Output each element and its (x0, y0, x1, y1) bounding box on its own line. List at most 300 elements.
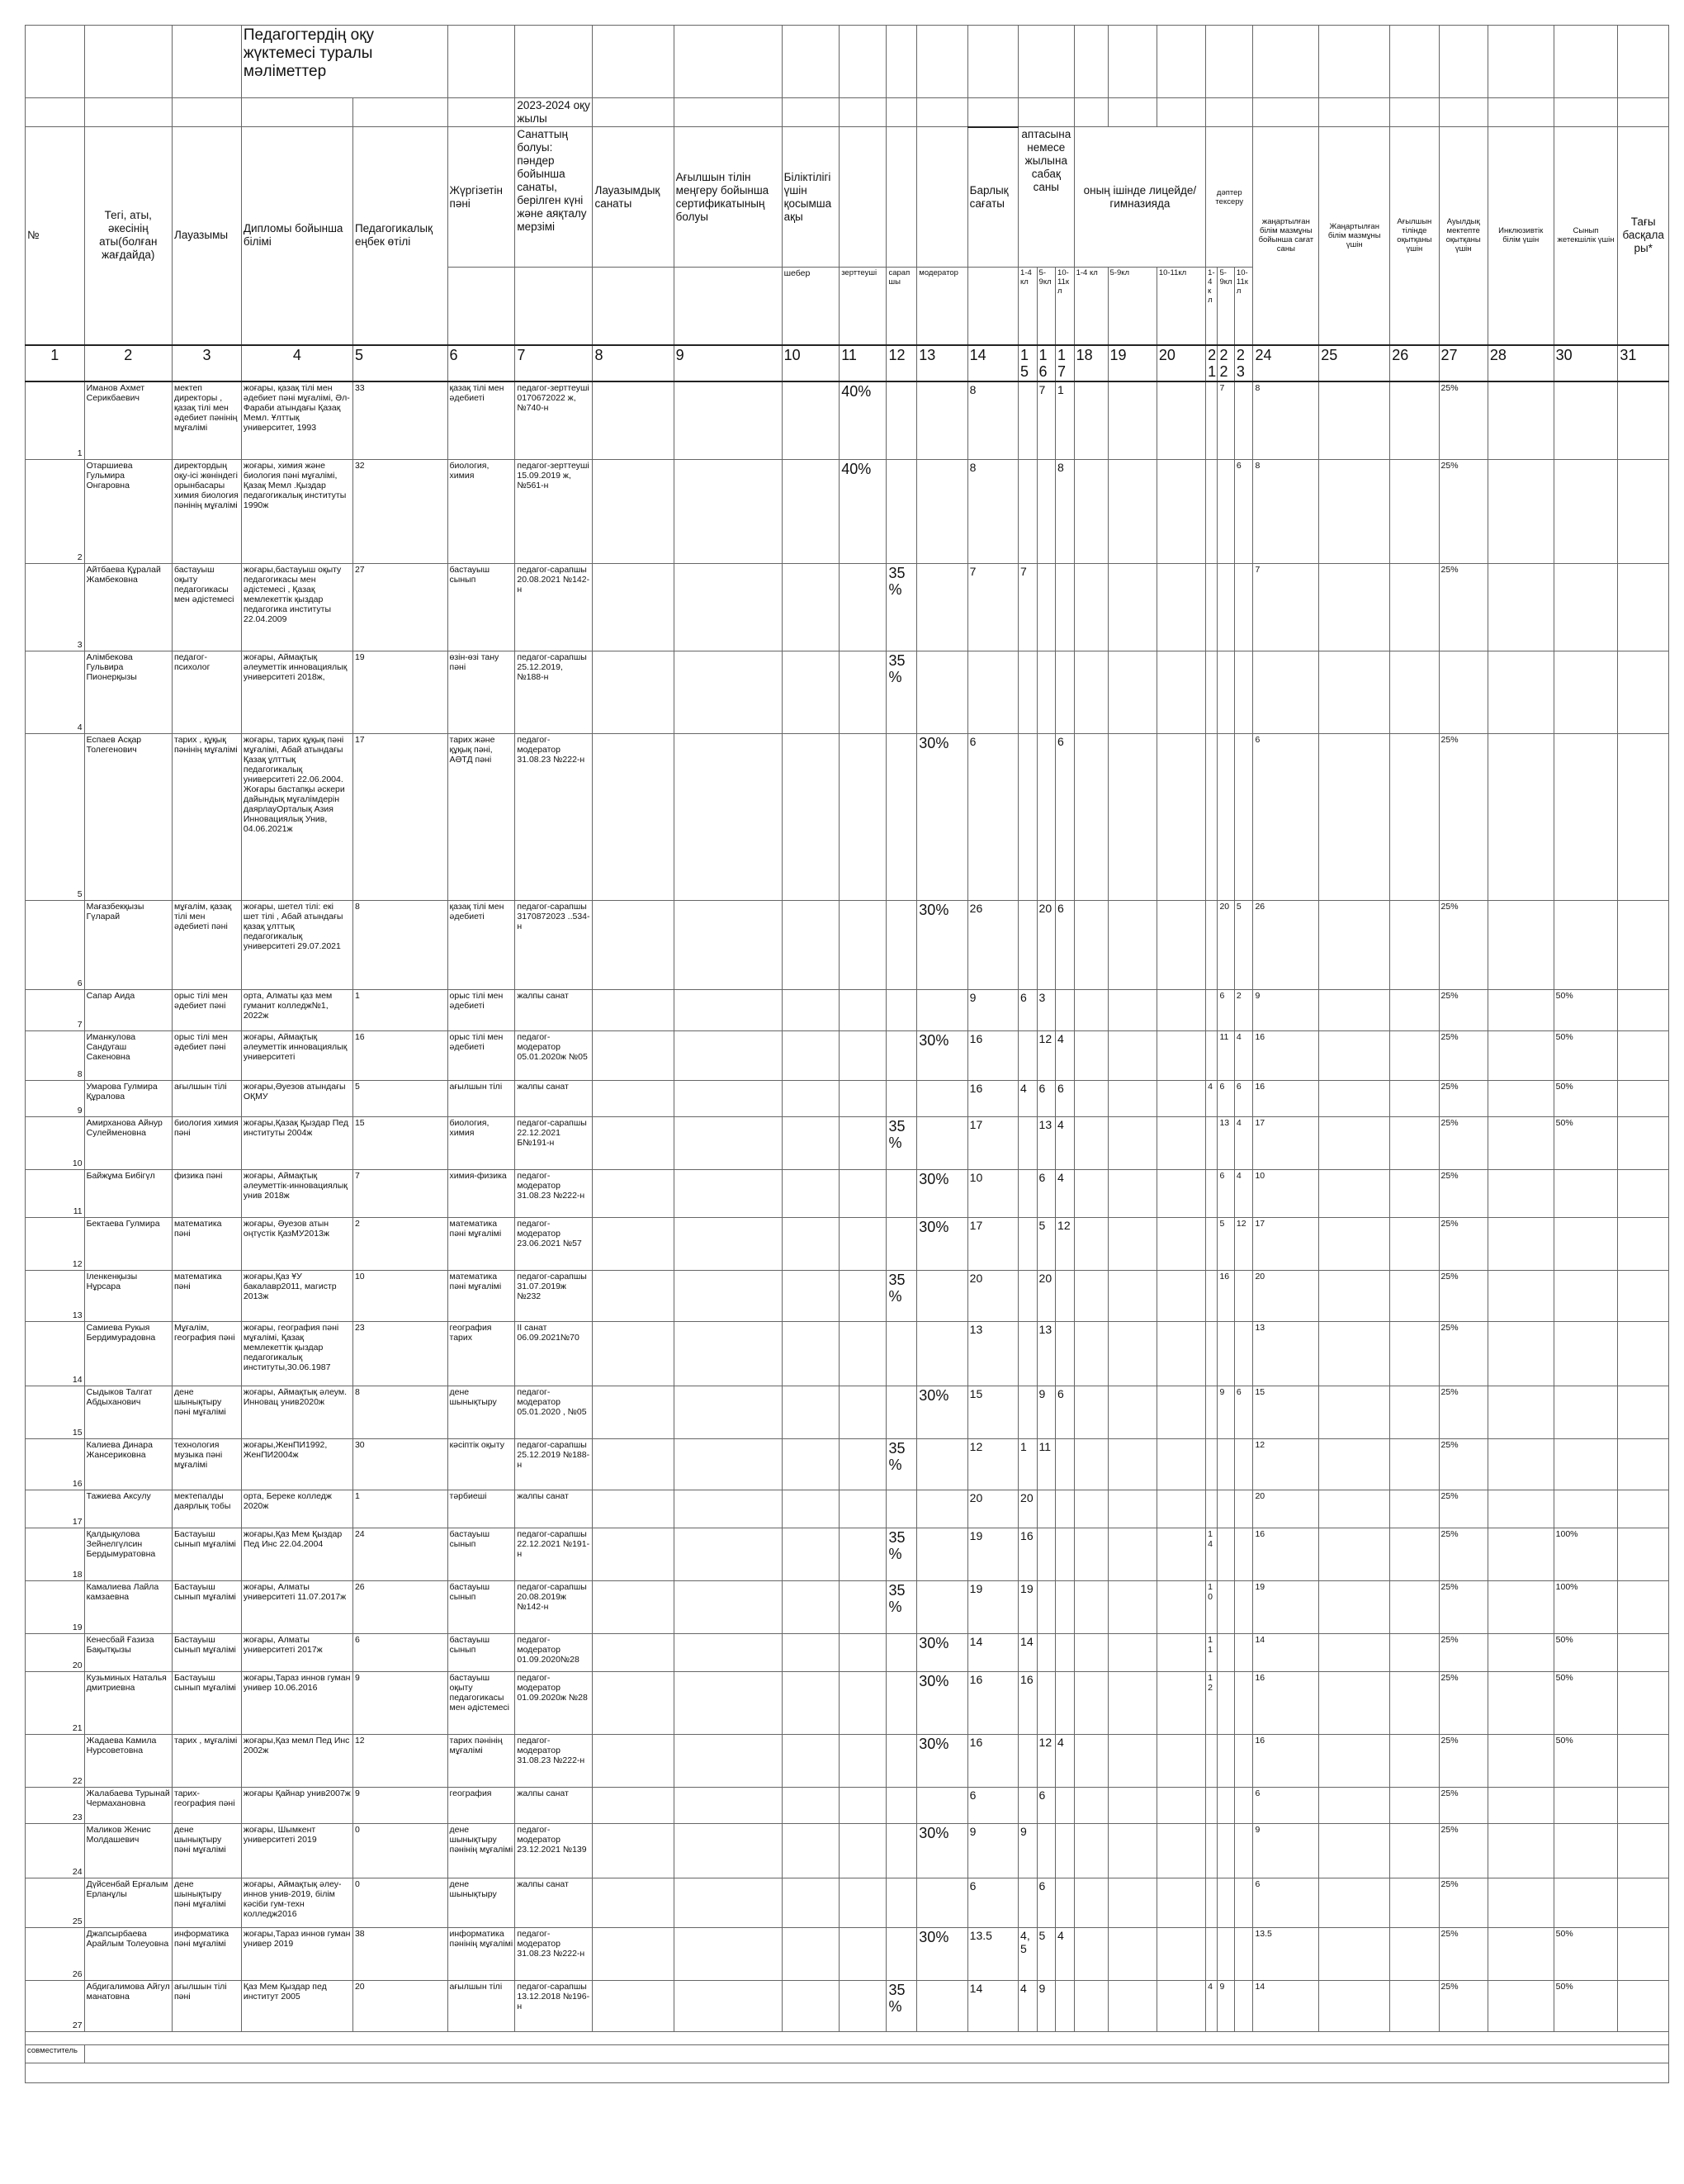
teacher-education: жоғары, қазақ тілі мен әдебиет пәні мұғалімі, Әл-Фараби атындағы Қазақ Мемл. Ұлттық университет, 1993 (241, 381, 352, 460)
table-row (26, 1081, 1669, 1117)
hours-1-4: 9 (1019, 1824, 1038, 1878)
teacher-category: жалпы санат (515, 1081, 593, 1117)
researcher-bonus (840, 1981, 887, 2032)
rural-bonus: 25% (1439, 1928, 1488, 1981)
moderator-bonus: 30% (917, 1672, 967, 1735)
updated-content-hours: 13 (1253, 1322, 1319, 1386)
teacher-subject: бастауыш сынып (447, 564, 515, 651)
rural-bonus: 25% (1439, 1634, 1488, 1672)
notebook-1-4 (1206, 564, 1218, 651)
hours-5-9 (1037, 460, 1056, 564)
expert-bonus (887, 381, 917, 460)
class-teacher-bonus: 50% (1554, 990, 1618, 1031)
teacher-position: дене шынықтыру пәні мұғалімі (173, 1878, 242, 1928)
class-teacher-bonus (1554, 564, 1618, 651)
teacher-name: Кенесбай Ғазиза Бақытқызы (84, 1634, 172, 1672)
teacher-experience: 0 (352, 1878, 447, 1928)
class-teacher-bonus (1554, 1386, 1618, 1439)
moderator-bonus (917, 381, 967, 460)
teacher-position: орыс тілі мен әдебиет пәні (173, 1031, 242, 1081)
teacher-name: Умарова Гулмира Құралова (84, 1081, 172, 1117)
teacher-category: педагог-сарапшы 22.12.2021 Б№191-н (515, 1117, 593, 1170)
rural-bonus: 25% (1439, 1081, 1488, 1117)
header-moderator: модератор (917, 268, 967, 345)
row-number: 12 (26, 1218, 85, 1271)
table-row (26, 460, 1669, 564)
teacher-subject: тарих және құқық пәні, АӘТД пәні (447, 734, 515, 901)
teacher-education: жоғары, тарих құқық пәні мұғалімі, Абай атындағы Қазақ ұлттық педагогикалық университеті 22.06.2004. Жоғары бастапқы әскери дайындық мұғалімдерін даярлауОрталық Азия Инновациялық Унив, 04.06.2021ж (241, 734, 352, 901)
researcher-bonus (840, 1271, 887, 1322)
updated-content-hours: 8 (1253, 460, 1319, 564)
moderator-bonus (917, 1081, 967, 1117)
teacher-category: педагог-сарапшы 13.12.2018 №196-н (515, 1981, 593, 2032)
expert-bonus (887, 1170, 917, 1218)
hours-1-4: 6 (1019, 990, 1038, 1031)
notebook-1-4 (1206, 1735, 1218, 1788)
total-hours: 20 (967, 1490, 1018, 1528)
notebook-10-11 (1234, 1878, 1253, 1928)
teacher-subject: өзін-өзі тану пәні (447, 651, 515, 734)
teacher-name: Жадаева Камила Нурсоветовна (84, 1735, 172, 1788)
hours-1-4 (1019, 1386, 1038, 1439)
rural-bonus: 25% (1439, 1981, 1488, 2032)
notebook-5-9: 7 (1218, 381, 1234, 460)
teacher-position: физика пәні (173, 1170, 242, 1218)
teacher-experience: 20 (352, 1981, 447, 2032)
notebook-1-4 (1206, 1117, 1218, 1170)
header-other: Тағы басқалары* (1618, 127, 1669, 345)
moderator-bonus (917, 1528, 967, 1581)
teacher-education: жоғары, Шымкент университеті 2019 (241, 1824, 352, 1878)
header-rural-school: Ауылдық мектепте оқытқаны үшін (1439, 127, 1488, 345)
researcher-bonus (840, 1788, 887, 1824)
teacher-education: жоғары, Әуезов атын оңтүстік ҚазМУ2013ж (241, 1218, 352, 1271)
class-teacher-bonus (1554, 1878, 1618, 1928)
header-english-teaching: Ағылшын тілінде оқытқаны үшін (1390, 127, 1439, 345)
expert-bonus (887, 1928, 917, 1981)
table-row (26, 1322, 1669, 1386)
notebook-1-4 (1206, 1031, 1218, 1081)
class-teacher-bonus (1554, 1322, 1618, 1386)
row-number: 23 (26, 1788, 85, 1824)
teacher-education: жоғары, география пәні мұғалімі, Қазақ мемлекеттік қыздар педагогикалық институты,30.06.1987 (241, 1322, 352, 1386)
teacher-experience: 1 (352, 990, 447, 1031)
updated-content-hours: 8 (1253, 381, 1319, 460)
notebook-10-11 (1234, 1271, 1253, 1322)
total-hours: 9 (967, 1824, 1018, 1878)
hours-1-4 (1019, 1170, 1038, 1218)
teacher-experience: 16 (352, 1031, 447, 1081)
researcher-bonus (840, 1581, 887, 1634)
header-lyceum: оның ішінде лицейде/гимназияда (1074, 127, 1206, 268)
teacher-experience: 7 (352, 1170, 447, 1218)
notebook-10-11: 4 (1234, 1031, 1253, 1081)
researcher-bonus (840, 1528, 887, 1581)
table-row (26, 1117, 1669, 1170)
notebook-5-9 (1218, 1878, 1234, 1928)
expert-bonus: 35% (887, 1528, 917, 1581)
hours-10-11 (1056, 990, 1075, 1031)
notebook-1-4 (1206, 1788, 1218, 1824)
teacher-subject: бастауыш сынып (447, 1528, 515, 1581)
teacher-position: орыс тілі мен әдебиет пәні (173, 990, 242, 1031)
teacher-position: Мұғалім, география пәні (173, 1322, 242, 1386)
rural-bonus: 25% (1439, 1170, 1488, 1218)
hours-10-11: 4 (1056, 1031, 1075, 1081)
header-master: шебер (782, 268, 840, 345)
rural-bonus: 25% (1439, 1824, 1488, 1878)
moderator-bonus (917, 990, 967, 1031)
class-teacher-bonus (1554, 651, 1618, 734)
rural-bonus: 25% (1439, 1439, 1488, 1490)
notebook-5-9 (1218, 1490, 1234, 1528)
teacher-experience: 10 (352, 1271, 447, 1322)
notebook-5-9 (1218, 564, 1234, 651)
total-hours: 13.5 (967, 1928, 1018, 1981)
hours-10-11 (1056, 1439, 1075, 1490)
teacher-education: жоғары,Қаз мемл Пед Инс 2002ж (241, 1735, 352, 1788)
notebook-10-11 (1234, 1824, 1253, 1878)
teacher-experience: 8 (352, 901, 447, 990)
notebook-10-11 (1234, 1735, 1253, 1788)
hours-5-9: 6 (1037, 1878, 1056, 1928)
hours-1-4: 14 (1019, 1634, 1038, 1672)
hours-1-4 (1019, 1878, 1038, 1928)
hours-5-9 (1037, 1528, 1056, 1581)
notebook-5-9: 9 (1218, 1386, 1234, 1439)
expert-bonus: 35% (887, 651, 917, 734)
row-number: 5 (26, 734, 85, 901)
table-row (26, 1981, 1669, 2032)
teacher-name: Самиева Рукыя Бердимурадовна (84, 1322, 172, 1386)
notebook-1-4: 4 (1206, 1981, 1218, 2032)
notebook-5-9 (1218, 651, 1234, 734)
teacher-workload-table: Педагогтердің оқу жүктемесі туралы мәліметтер 2023-2024 оқу жылы № Тегі, аты, әкесінің аты(болған жағдайда) Лауазымы Дипломы бойынша білімі Педагогикалық еңбек өтілі Жүргізетін пәні Санаттың болуы: пәндер бойынша санаты, берілген күні және аяқталу мерзімі Лауазымдық санаты Ағылшын тілін меңгеру бойынша сертификатының болуы Біліктілігі үшін қосымша ақы Барлық сағаты аптасына немесе жылына сабақ саны оның ішінде лицейде/гимназияда дәптер тексеру жаңартылған білім мазмұны бойынша сағат саны Жаңартылған білім мазмұны үшін Ағылшын тілінде оқытқаны үшін Ауылдық мектепте оқытқаны үшін Инклюзивтік білім үшін Сынып жетекшілік үшін Тағы басқалары* шебер зерттеуші сарапшы модератор 1-4 кл 5-9кл 10-11кл 1-4 кл 5-9кл 10-11кл 1-4 кл 5-9кл 10-11кл 1 2 3 4 5 6 7 8 9 10 11 12 13 14 15 16 17 18 19 20 21 22 23 24 25 26 27 28 30 31 1 Иманов Ахмет Серикбаевич мектеп директоры , қазақ тілі мен әдебиет пәнінің мұғалімі жоғары, қазақ тілі мен әдебиет пәні мұғалімі, Әл-Фараби атындағы Қазақ Мемл. Ұлттық университет, 1993 33 қазақ тілі мен әдебиеті педагог-зерттеуші 0170672022 ж, №740-н 40% 8 7 1 7 8 25% 2 Отаршиева Гульмира Онгаровна директордың оқу-ісі жөніндегі орынбасары химия биология пәнінің мұғалімі жоғары, химия және биология пәні мұғалімі, Қазақ Мемл .Қыздар педагогикалық институты 1990ж 32 биология, химия педагог-зерттеуші 15.09.2019 ж, №561-н 40% 8 8 6 8 25% 3 Айтбаева Құралай Жамбековна бастауыш оқыту педагогикасы мен әдістемесі жоғары,бастауыш оқыту педагогикасы мен әдістемесі , Қазақ мемлекеттік қыздар педагогика институты 22.04.2009 27 бастауыш сынып педагог-сарапшы 20.08.2021 №142-н 35% 7 7 7 25% 4 Алімбекова Гульвира Пионерқызы педагог-психолог жоғары, Аймақтық әлеуметтік инновациялық университеті 2018ж, 19 өзін-өзі тану пәні педагог-сарапшы 25.12.2019, №188-н 35% 5 Еспаев Асқар Толегенович тарих , құқық пәнінің мұғалімі жоғары, тарих құқық пәні мұғалімі, Абай атындағы Қазақ ұлттық педагогикалық университеті 22.06.2004. Жоғары бастапқы әскери дайындық мұғалімдерін даярлауОрталық Азия Инновациялық Унив, 04.06.2021ж 17 тарих және құқық пәні, АӘТД пәні педагог-модератор 31.08.23 №222-н 30% 6 6 6 25% 6 Мағазбекқызы Гүларай мұғалім, қазақ тілі мен әдебиеті пәні жоғары, шетел тілі: екі шет тілі , Абай атындағы қазақ ұлттық педагогикалық университеті 29.07.2021 8 қазақ тілі мен әдебиеті педагог-сарапшы 3170872023 ..534-н 30% 26 20 6 20 5 26 25% 7 Сапар Аида орыс тілі мен әдебиет пәні орта, Алматы қаз мем гуманит колледж№1, 2022ж 1 орыс тілі мен әдебиеті жалпы санат 9 6 3 6 2 9 25% 50% 8 Иманкулова Сандугаш Сакеновна орыс тілі мен әдебиет пәні жоғары, Аймақтық әлеуметтік инновациялық университеті 16 орыс тілі мен әдебиеті педагог-модератор 05.01.2020ж №05 30% 16 12 4 11 4 16 25% 50% 9 Умарова Гулмира Құралова ағылшын тілі жоғары,Әуезов атындағы ОҚМУ 5 ағылшын тілі жалпы санат 16 4 6 6 4 6 6 16 25% 50% 10 Амирханова Айнур Сулейменовна биология химия пәні жоғары,Қазақ Қыздар Пед институты 2004ж 15 биология, химия педагог-сарапшы 22.12.2021 Б№191-н 35% 17 13 4 13 4 17 25% 50% 11 Байжұма Бибігүл физика пәні жоғары, Аймақтық әлеуметтік-инновациялық унив 2018ж 7 химия-физика педагог-модератор 31.08.23 №222-н 30% 10 6 4 6 4 10 25% 12 Бектаева Гулмира математика пәні жоғары, Әуезов атын оңтүстік ҚазМУ2013ж 2 математика пәні мұғалімі педагог-модератор 23.06.2021 №57 30% 17 5 12 5 12 17 25% 13 Іленкенқызы Нұрсара математика пәні жоғары,Қаз ҰУ бакалавр2011, магистр 2013ж 10 математика пәні мұғалімі педагог-сарапшы 31.07.2019ж №232 35% 20 20 16 20 25% 14 Самиева Рукыя Бердимурадовна Мұғалім, география пәні жоғары, география пәні мұғалімі, Қазақ мемлекеттік қыздар педагогикалық институты,30.06.1987 23 география тарих ІІ санат 06.09.2021№70 13 13 13 25% 15 Сыдыков Талгат Абдыханович дене шынықтыру пәні мұғалімі жоғары, Аймақтық әлеум. Инновац унив2020ж 8 дене шынықтыру педагог-модератор 05.01.2020 , №05 30% 15 9 6 9 6 15 25% 16 Калиева Динара Жансериковна технология музыка пәні мұғалімі жоғары,ЖенПИ1992, ЖенПИ2004ж 30 кәсіптік оқыту педагог-сарапшы 25.12.2019 №188-н 35% 12 1 11 12 25% 17 Тажиева Аксулу мектепалды даярлық тобы орта, Береке колледж 2020ж 1 тәрбиеші жалпы санат 20 20 20 25% 18 Қалдықулова Зейнелгүлсин Бердымуратовна Бастауыш сынып мұғалімі жоғары,Қаз Мем Қыздар Пед Инс 22.04.2004 24 бастауыш сынып педагог-сарапшы 22.12.2021 №191-н 35% 19 16 14 16 25% 100% 19 Камалиева Лайла камзаевна Бастауыш сынып мұғалімі жоғары, Алматы университеті 11.07.2017ж 26 бастауыш сынып педагог-сарапшы 20.08.2019ж №142-н 35% 19 19 10 19 25% 100% 20 Кенесбай Ғазиза Бақытқызы Бастауыш сынып мұғалімі жоғары, Алматы университеті 2017ж 6 бастауыш сынып педагог-модератор 01.09.2020№28 30% 14 14 11 14 25% 50% 21 Кузьминых Наталья дмитриевна Бастауыш сынып мұғалімі жоғары,Тараз иннов гуман универ 10.06.2016 9 бастауыш оқыту педагогикасы мен әдістемесі педагог-модератор 01.09.2020ж №28 30% 16 16 12 16 25% 50% 22 Жадаева Камила Нурсоветовна тарих , мұғалімі жоғары,Қаз мемл Пед Инс 2002ж 12 тарих пәнінің мұғалімі педагог-модератор 31.08.23 №222-н 30% 16 12 4 16 25% 50% 23 Жалабаева Турынай Чермахановна тарих-география пәні жоғары Қайнар унив2007ж 9 география жалпы санат 6 6 6 25% 24 Маликов Женис Молдашевич дене шынықтыру пәні мұғалімі жоғары, Шымкент университеті 2019 0 дене шынықтыру пәнінің мұғалімі педагог-модератор 23.12.2021 №139 30% 9 9 9 25% 25 Дүйсенбай Ерғалым Ерланұлы дене шынықтыру пәні мұғалімі жоғары, Аймақтық әлеу-иннов унив-2019, білім кәсіби гум-техн колледж2016 0 дене шынықтыру жалпы санат 6 6 6 25% 26 Джапсырбаева Арайлым Толеуовна информатика пәні мұғалімі жоғары,Тараз иннов гуман универ 2019 38 информатика пәнінің мұғалімі педагог-модератор 31.08.23 №222-н 30% 13.5 4,5 5 4 13.5 25% 50% 27 Абдигалимова Айгул манатовна ағылшын тілі пәні Қаз Мем Қыздар пед институт 2005 20 ағылшын тілі педагог-сарапшы 13.12.2018 №196-н 35% 14 4 9 4 9 14 25% 50% совместитель (25, 25, 1669, 2083)
row-number: 15 (26, 1386, 85, 1439)
expert-bonus: 35% (887, 564, 917, 651)
teacher-position: информатика пәні мұғалімі (173, 1928, 242, 1981)
teacher-education: жоғары,Қаз Мем Қыздар Пед Инс 22.04.2004 (241, 1528, 352, 1581)
row-number: 17 (26, 1490, 85, 1528)
hours-1-4: 16 (1019, 1528, 1038, 1581)
expert-bonus (887, 460, 917, 564)
notebook-1-4 (1206, 651, 1218, 734)
hours-10-11 (1056, 1788, 1075, 1824)
rural-bonus: 25% (1439, 1878, 1488, 1928)
teacher-name: Отаршиева Гульмира Онгаровна (84, 460, 172, 564)
teacher-position: дене шынықтыру пәні мұғалімі (173, 1386, 242, 1439)
hours-1-4 (1019, 381, 1038, 460)
expert-bonus (887, 1672, 917, 1735)
updated-content-hours: 19 (1253, 1581, 1319, 1634)
notebook-1-4 (1206, 1439, 1218, 1490)
teacher-subject: биология, химия (447, 1117, 515, 1170)
notebook-10-11: 4 (1234, 1170, 1253, 1218)
notebook-1-4: 12 (1206, 1672, 1218, 1735)
teacher-position: ағылшын тілі (173, 1081, 242, 1117)
teacher-name: Кузьминых Наталья дмитриевна (84, 1672, 172, 1735)
teacher-name: Айтбаева Құралай Жамбековна (84, 564, 172, 651)
hours-1-4: 4 (1019, 1081, 1038, 1117)
teacher-subject: география (447, 1788, 515, 1824)
expert-bonus: 35% (887, 1271, 917, 1322)
hours-1-4: 7 (1019, 564, 1038, 651)
notebook-1-4 (1206, 381, 1218, 460)
class-teacher-bonus (1554, 734, 1618, 901)
table-row (26, 1788, 1669, 1824)
teacher-education: орта, Алматы қаз мем гуманит колледж№1, 2022ж (241, 990, 352, 1031)
moderator-bonus: 30% (917, 1735, 967, 1788)
updated-content-hours: 9 (1253, 1824, 1319, 1878)
header-expert: сарапшы (887, 268, 917, 345)
teacher-category: жалпы санат (515, 990, 593, 1031)
total-hours: 17 (967, 1117, 1018, 1170)
teacher-name: Амирханова Айнур Сулейменовна (84, 1117, 172, 1170)
rural-bonus: 25% (1439, 381, 1488, 460)
hours-10-11: 4 (1056, 1928, 1075, 1981)
teacher-name: Иманов Ахмет Серикбаевич (84, 381, 172, 460)
moderator-bonus (917, 1878, 967, 1928)
row-number: 19 (26, 1581, 85, 1634)
hours-5-9: 5 (1037, 1928, 1056, 1981)
notebook-5-9 (1218, 1581, 1234, 1634)
hours-5-9: 6 (1037, 1081, 1056, 1117)
teacher-experience: 26 (352, 1581, 447, 1634)
row-number: 2 (26, 460, 85, 564)
moderator-bonus (917, 1788, 967, 1824)
class-teacher-bonus: 50% (1554, 1081, 1618, 1117)
researcher-bonus (840, 1634, 887, 1672)
total-hours: 6 (967, 734, 1018, 901)
teacher-position: математика пәні (173, 1271, 242, 1322)
expert-bonus: 35% (887, 1581, 917, 1634)
class-teacher-bonus (1554, 1170, 1618, 1218)
teacher-education: жоғары, Алматы университеті 11.07.2017ж (241, 1581, 352, 1634)
notebook-5-9 (1218, 460, 1234, 564)
row-number: 9 (26, 1081, 85, 1117)
table-row (26, 734, 1669, 901)
expert-bonus (887, 1386, 917, 1439)
row-number: 6 (26, 901, 85, 990)
row-number: 3 (26, 564, 85, 651)
hours-1-4: 4,5 (1019, 1928, 1038, 1981)
rural-bonus: 25% (1439, 460, 1488, 564)
notebook-10-11 (1234, 564, 1253, 651)
notebook-10-11 (1234, 1672, 1253, 1735)
notebook-10-11 (1234, 1634, 1253, 1672)
header-updated-content-hours: жаңартылған білім мазмұны бойынша сағат саны (1253, 127, 1319, 345)
teacher-education: жоғары,Қазақ Қыздар Пед институты 2004ж (241, 1117, 352, 1170)
header-category: Санаттың болуы: пәндер бойынша санаты, берілген күні және аяқталу мерзімі (515, 127, 593, 268)
table-row (26, 1581, 1669, 1634)
teacher-subject: тарих пәнінің мұғалімі (447, 1735, 515, 1788)
teacher-education: Қаз Мем Қыздар пед институт 2005 (241, 1981, 352, 2032)
class-teacher-bonus: 50% (1554, 1928, 1618, 1981)
row-number: 14 (26, 1322, 85, 1386)
class-teacher-bonus: 100% (1554, 1528, 1618, 1581)
hours-5-9: 11 (1037, 1439, 1056, 1490)
updated-content-hours (1253, 651, 1319, 734)
teacher-position: тарих-география пәні (173, 1788, 242, 1824)
header-total-hours: Барлық сағаты (967, 127, 1018, 268)
teacher-position: тарих , құқық пәнінің мұғалімі (173, 734, 242, 901)
notebook-1-4 (1206, 1878, 1218, 1928)
total-hours: 9 (967, 990, 1018, 1031)
hours-10-11 (1056, 1981, 1075, 2032)
teacher-position: Бастауыш сынып мұғалімі (173, 1581, 242, 1634)
teacher-experience: 8 (352, 1386, 447, 1439)
hours-1-4 (1019, 901, 1038, 990)
class-teacher-bonus: 50% (1554, 1672, 1618, 1735)
teacher-category: педагог-сарапшы 20.08.2019ж №142-н (515, 1581, 593, 1634)
table-row (26, 901, 1669, 990)
hours-5-9: 6 (1037, 1788, 1056, 1824)
table-row (26, 1878, 1669, 1928)
table-row (26, 1271, 1669, 1322)
teacher-position: технология музыка пәні мұғалімі (173, 1439, 242, 1490)
notebook-10-11: 2 (1234, 990, 1253, 1031)
notebook-10-11 (1234, 651, 1253, 734)
teacher-position: Бастауыш сынып мұғалімі (173, 1634, 242, 1672)
updated-content-hours: 17 (1253, 1117, 1319, 1170)
notebook-10-11: 5 (1234, 901, 1253, 990)
teacher-education: жоғары, Аймақтық әлеуметтік инновациялық университеті 2018ж, (241, 651, 352, 734)
hours-10-11: 6 (1056, 901, 1075, 990)
hours-1-4 (1019, 1117, 1038, 1170)
document-title: Педагогтердің оқу жүктемесі туралы мәліметтер (241, 26, 447, 98)
teacher-position: Бастауыш сынып мұғалімі (173, 1528, 242, 1581)
teacher-category: жалпы санат (515, 1788, 593, 1824)
spreadsheet (25, 25, 1669, 2083)
teacher-name: Маликов Женис Молдашевич (84, 1824, 172, 1878)
hours-5-9: 9 (1037, 1981, 1056, 2032)
hours-10-11 (1056, 1581, 1075, 1634)
teacher-subject: математика пәні мұғалімі (447, 1271, 515, 1322)
teacher-category: педагог-модератор 31.08.23 №222-н (515, 734, 593, 901)
updated-content-hours: 13.5 (1253, 1928, 1319, 1981)
expert-bonus (887, 1490, 917, 1528)
teacher-experience: 30 (352, 1439, 447, 1490)
notebook-5-9 (1218, 1928, 1234, 1981)
researcher-bonus (840, 1081, 887, 1117)
updated-content-hours: 16 (1253, 1735, 1319, 1788)
researcher-bonus (840, 1490, 887, 1528)
teacher-education: жоғары, Алматы университеті 2017ж (241, 1634, 352, 1672)
total-hours: 17 (967, 1218, 1018, 1271)
teacher-category: педагог-модератор 01.09.2020№28 (515, 1634, 593, 1672)
hours-5-9 (1037, 651, 1056, 734)
hours-10-11: 12 (1056, 1218, 1075, 1271)
notebook-10-11 (1234, 1581, 1253, 1634)
expert-bonus (887, 1081, 917, 1117)
teacher-name: Калиева Динара Жансериковна (84, 1439, 172, 1490)
teacher-name: Бектаева Гулмира (84, 1218, 172, 1271)
hours-10-11 (1056, 564, 1075, 651)
hours-1-4 (1019, 1735, 1038, 1788)
hours-10-11: 4 (1056, 1117, 1075, 1170)
updated-content-hours: 6 (1253, 734, 1319, 901)
hours-10-11 (1056, 1322, 1075, 1386)
moderator-bonus: 30% (917, 734, 967, 901)
teacher-category: педагог-сарапшы 31.07.2019ж №232 (515, 1271, 593, 1322)
notebook-1-4: 14 (1206, 1528, 1218, 1581)
notebook-5-9: 6 (1218, 1081, 1234, 1117)
moderator-bonus: 30% (917, 1634, 967, 1672)
teacher-education: жоғары,Тараз иннов гуман универ 2019 (241, 1928, 352, 1981)
notebook-1-4 (1206, 460, 1218, 564)
hours-10-11 (1056, 1672, 1075, 1735)
teacher-education: жоғары, Аймақтық әлеу-иннов унив-2019, білім кәсіби гум-техн колледж2016 (241, 1878, 352, 1928)
notebook-1-4 (1206, 901, 1218, 990)
hours-10-11 (1056, 1878, 1075, 1928)
table-row (26, 651, 1669, 734)
updated-content-hours: 15 (1253, 1386, 1319, 1439)
notebook-5-9: 6 (1218, 990, 1234, 1031)
teacher-category: педагог-модератор 31.08.23 №222-н (515, 1928, 593, 1981)
moderator-bonus: 30% (917, 901, 967, 990)
teacher-position: мұғалім, қазақ тілі мен әдебиеті пәні (173, 901, 242, 990)
teacher-subject: математика пәні мұғалімі (447, 1218, 515, 1271)
total-hours: 16 (967, 1672, 1018, 1735)
notebook-5-9: 16 (1218, 1271, 1234, 1322)
teacher-education: жоғары, Аймақтық әлеуметтік инновациялық университеті (241, 1031, 352, 1081)
teacher-experience: 24 (352, 1528, 447, 1581)
researcher-bonus: 40% (840, 381, 887, 460)
teacher-education: жоғары,Тараз иннов гуман универ 10.06.2016 (241, 1672, 352, 1735)
hours-5-9: 13 (1037, 1322, 1056, 1386)
total-hours: 26 (967, 901, 1018, 990)
footer-note: совместитель (26, 2045, 85, 2063)
hours-5-9: 7 (1037, 381, 1056, 460)
hours-1-4 (1019, 1031, 1038, 1081)
total-hours: 14 (967, 1981, 1018, 2032)
teacher-position: педагог-психолог (173, 651, 242, 734)
notebook-5-9 (1218, 1322, 1234, 1386)
rural-bonus: 25% (1439, 1117, 1488, 1170)
teacher-education: жоғары, Аймақтық әлеум. Инновац унив2020ж (241, 1386, 352, 1439)
updated-content-hours: 20 (1253, 1490, 1319, 1528)
teacher-experience: 6 (352, 1634, 447, 1672)
teacher-experience: 9 (352, 1672, 447, 1735)
teacher-subject: ағылшын тілі (447, 1081, 515, 1117)
expert-bonus: 35% (887, 1981, 917, 2032)
teacher-name: Камалиева Лайла камзаевна (84, 1581, 172, 1634)
hours-1-4 (1019, 1218, 1038, 1271)
header-notebook-check: дәптер тексеру (1206, 127, 1253, 268)
rural-bonus: 25% (1439, 990, 1488, 1031)
hours-10-11 (1056, 651, 1075, 734)
notebook-1-4: 11 (1206, 1634, 1218, 1672)
header-inclusive: Инклюзивтік білім үшін (1488, 127, 1554, 345)
hours-5-9: 5 (1037, 1218, 1056, 1271)
moderator-bonus (917, 651, 967, 734)
hours-10-11 (1056, 1824, 1075, 1878)
class-teacher-bonus (1554, 1271, 1618, 1322)
teacher-category: педагог-сарапшы 25.12.2019, №188-н (515, 651, 593, 734)
table-row (26, 564, 1669, 651)
teacher-subject: дене шынықтыру (447, 1878, 515, 1928)
teacher-name: Іленкенқызы Нұрсара (84, 1271, 172, 1322)
total-hours: 20 (967, 1271, 1018, 1322)
notebook-5-9 (1218, 1824, 1234, 1878)
hours-1-4 (1019, 734, 1038, 901)
notebook-5-9 (1218, 1735, 1234, 1788)
teacher-position: тарих , мұғалімі (173, 1735, 242, 1788)
row-number: 25 (26, 1878, 85, 1928)
hours-5-9: 13 (1037, 1117, 1056, 1170)
row-number: 22 (26, 1735, 85, 1788)
hours-10-11: 6 (1056, 1386, 1075, 1439)
